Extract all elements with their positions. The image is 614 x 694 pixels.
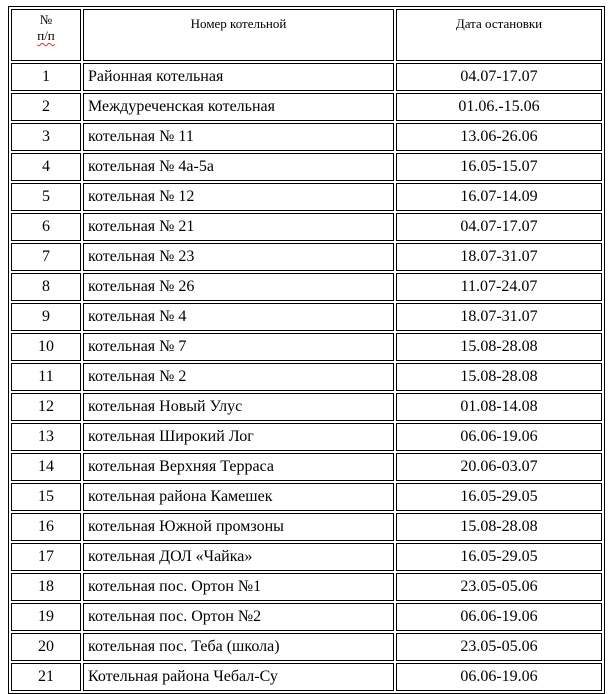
boiler-name: котельная пос. Теба (школа) bbox=[83, 633, 394, 661]
shutdown-date: 16.05-29.05 bbox=[396, 483, 602, 511]
boiler-shutdown-table bbox=[8, 6, 605, 694]
boiler-name: котельная № 7 bbox=[83, 333, 394, 361]
boiler-name: Котельная района Чебал-Су bbox=[83, 663, 394, 691]
table-row bbox=[11, 183, 602, 211]
boiler-name: котельная Южной промзоны bbox=[83, 513, 394, 541]
shutdown-date: 06.06-19.06 bbox=[396, 663, 602, 691]
table-row bbox=[11, 633, 602, 661]
table-row bbox=[11, 213, 602, 241]
shutdown-date: 15.08-28.08 bbox=[396, 363, 602, 391]
boiler-name: котельная № 2 bbox=[83, 363, 394, 391]
shutdown-date: 01.08-14.08 bbox=[396, 393, 602, 421]
shutdown-date: 06.06-19.06 bbox=[396, 423, 602, 451]
table-row bbox=[11, 333, 602, 361]
boiler-name: котельная № 4а-5а bbox=[83, 153, 394, 181]
boiler-name: котельная № 26 bbox=[83, 273, 394, 301]
boiler-name: котельная Новый Улус bbox=[83, 393, 394, 421]
row-number: 20 bbox=[11, 633, 81, 661]
row-number: 2 bbox=[11, 93, 81, 121]
boiler-name: котельная № 4 bbox=[83, 303, 394, 331]
table-row bbox=[11, 123, 602, 151]
row-number: 4 bbox=[11, 153, 81, 181]
table-row bbox=[11, 483, 602, 511]
boiler-name: котельная Широкий Лог bbox=[83, 423, 394, 451]
row-number: 21 bbox=[11, 663, 81, 691]
header-shutdown-date: Дата остановки bbox=[396, 9, 602, 61]
table-row bbox=[11, 303, 602, 331]
table-row bbox=[11, 543, 602, 571]
boiler-name: котельная № 11 bbox=[83, 123, 394, 151]
boiler-name: котельная № 23 bbox=[83, 243, 394, 271]
header-number-cell bbox=[11, 9, 81, 61]
table-row bbox=[11, 153, 602, 181]
table-row bbox=[11, 363, 602, 391]
shutdown-date: 16.07-14.09 bbox=[396, 183, 602, 211]
shutdown-date: 16.05-15.07 bbox=[396, 153, 602, 181]
shutdown-date: 06.06-19.06 bbox=[396, 603, 602, 631]
boiler-name: котельная пос. Ортон №2 bbox=[83, 603, 394, 631]
row-number: 6 bbox=[11, 213, 81, 241]
table-row bbox=[11, 663, 602, 691]
shutdown-date: 18.07-31.07 bbox=[396, 243, 602, 271]
shutdown-date: 13.06-26.06 bbox=[396, 123, 602, 151]
row-number: 12 bbox=[11, 393, 81, 421]
row-number: 13 bbox=[11, 423, 81, 451]
shutdown-date: 15.08-28.08 bbox=[396, 333, 602, 361]
table-header-row bbox=[11, 9, 602, 61]
boiler-name: Междуреченская котельная bbox=[83, 93, 394, 121]
shutdown-date: 20.06-03.07 bbox=[396, 453, 602, 481]
row-number: 10 bbox=[11, 333, 81, 361]
table-row bbox=[11, 423, 602, 451]
row-number: 3 bbox=[11, 123, 81, 151]
table-row bbox=[11, 243, 602, 271]
table-row bbox=[11, 273, 602, 301]
shutdown-date: 04.07-17.07 bbox=[396, 213, 602, 241]
header-boiler-name: Номер котельной bbox=[83, 9, 394, 61]
table-row bbox=[11, 513, 602, 541]
boiler-name: котельная пос. Ортон №1 bbox=[83, 573, 394, 601]
table-row bbox=[11, 93, 602, 121]
document-page bbox=[8, 6, 605, 694]
shutdown-date: 15.08-28.08 bbox=[396, 513, 602, 541]
boiler-name: котельная № 21 bbox=[83, 213, 394, 241]
shutdown-date: 11.07-24.07 bbox=[396, 273, 602, 301]
table-row bbox=[11, 603, 602, 631]
table-row bbox=[11, 63, 602, 91]
row-number: 8 bbox=[11, 273, 81, 301]
row-number: 15 bbox=[11, 483, 81, 511]
header-number-symbol: № bbox=[39, 12, 53, 27]
shutdown-date: 23.05-05.06 bbox=[396, 633, 602, 661]
row-number: 11 bbox=[11, 363, 81, 391]
boiler-name: котельная района Камешек bbox=[83, 483, 394, 511]
shutdown-date: 01.06.-15.06 bbox=[396, 93, 602, 121]
row-number: 16 bbox=[11, 513, 81, 541]
row-number: 19 bbox=[11, 603, 81, 631]
boiler-name: Районная котельная bbox=[83, 63, 394, 91]
row-number: 5 bbox=[11, 183, 81, 211]
row-number: 7 bbox=[11, 243, 81, 271]
row-number: 9 bbox=[11, 303, 81, 331]
row-number: 1 bbox=[11, 63, 81, 91]
row-number: 14 bbox=[11, 453, 81, 481]
shutdown-date: 18.07-31.07 bbox=[396, 303, 602, 331]
row-number: 17 bbox=[11, 543, 81, 571]
table-row bbox=[11, 573, 602, 601]
table-row bbox=[11, 393, 602, 421]
boiler-name: котельная Верхняя Терраса bbox=[83, 453, 394, 481]
shutdown-date: 23.05-05.06 bbox=[396, 573, 602, 601]
boiler-name: котельная № 12 bbox=[83, 183, 394, 211]
shutdown-date: 16.05-29.05 bbox=[396, 543, 602, 571]
table-row bbox=[11, 453, 602, 481]
boiler-name: котельная ДОЛ «Чайка» bbox=[83, 543, 394, 571]
header-number-sub: п/п bbox=[37, 28, 55, 43]
row-number: 18 bbox=[11, 573, 81, 601]
shutdown-date: 04.07-17.07 bbox=[396, 63, 602, 91]
